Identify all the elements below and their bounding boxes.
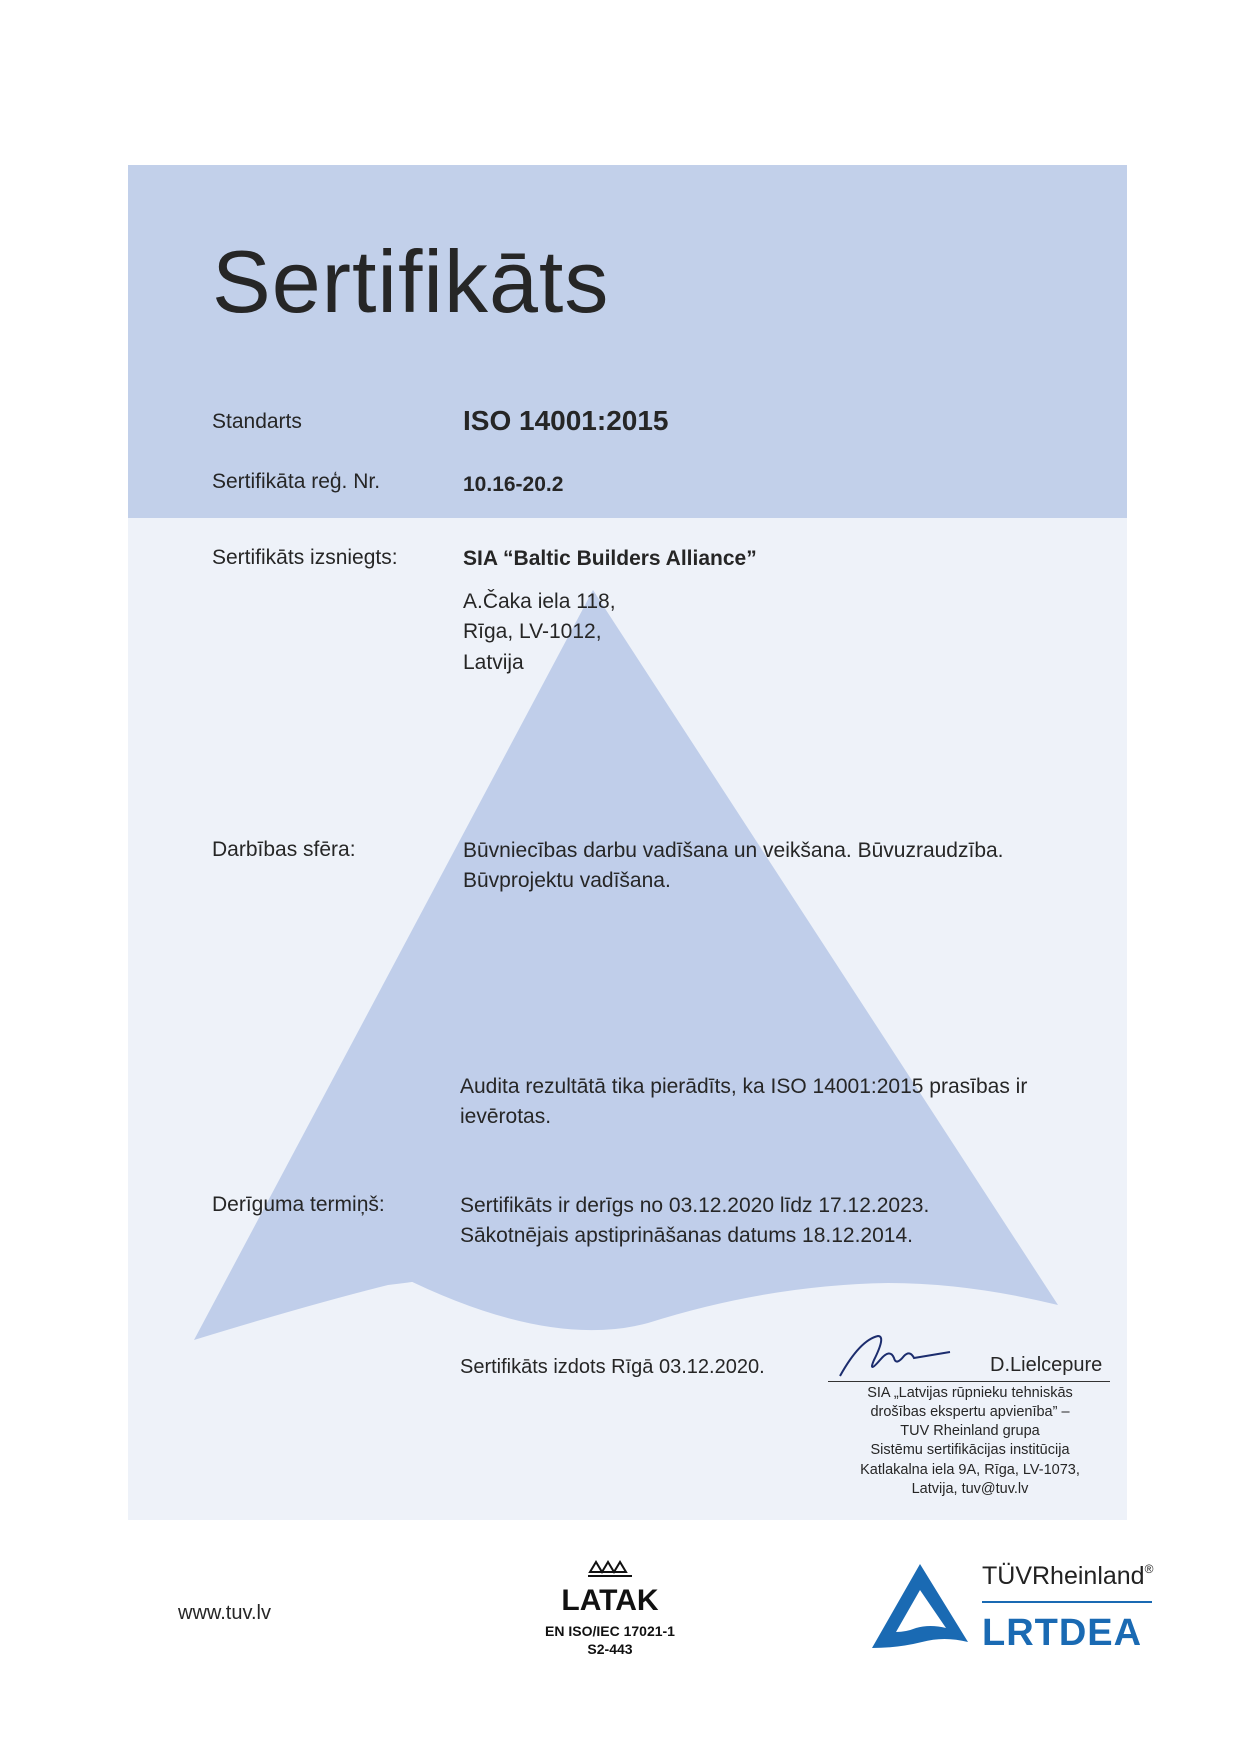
validity-text	[460, 1191, 929, 1252]
issued-to-label: Sertifikāts izsniegts:	[212, 546, 398, 569]
tuv-triangle-logo-icon	[868, 1560, 972, 1654]
issuer-line: Sistēmu sertifikācijas institūcija	[870, 1442, 1070, 1459]
validity-line: Sākotnējais apstiprināšanas datums 18.12.2014.	[460, 1224, 913, 1248]
standard-label: Standarts	[212, 410, 302, 433]
scope-line: Būvniecības darbu vadīšana un veikšana. Būvuzraudzība.	[463, 839, 1004, 862]
issuer-line: TUV Rheinland grupa	[900, 1423, 1040, 1440]
scope-text	[463, 836, 1004, 897]
standard-value: ISO 14001:2015	[463, 405, 669, 436]
issuer-organization	[820, 1384, 1120, 1499]
issuer-line: SIA „Latvijas rūpnieku tehniskās	[867, 1385, 1073, 1401]
certificate-title: Sertifikāts	[212, 232, 610, 331]
reg-number-label: Sertifikāta reģ. Nr.	[212, 470, 381, 493]
latak-logo-text: LATAK	[561, 1584, 659, 1617]
accreditation-line: EN ISO/IEC 17021-1	[545, 1623, 675, 1639]
issued-place-date: Sertifikāts izdots Rīgā 03.12.2020.	[460, 1356, 765, 1378]
scope-label: Darbības sfēra:	[212, 838, 356, 861]
address-line: Latvija	[463, 650, 524, 674]
registered-mark: ®	[1144, 1562, 1154, 1576]
validity-line: Sertifikāts ir derīgs no 03.12.2020 līdz 17.12.2023.	[460, 1194, 930, 1217]
brand-text: TÜVRheinland	[982, 1562, 1145, 1590]
tuv-brand-name	[982, 1562, 1153, 1591]
company-address	[463, 587, 616, 678]
issuer-line: drošības ekspertu apvienība” –	[870, 1404, 1070, 1421]
audit-line: Audita rezultātā tika pierādīts, ka ISO 14001:2015 prasības ir	[460, 1075, 1028, 1098]
scope-line: Būvprojektu vadīšana.	[463, 869, 671, 893]
address-line: Rīga, LV-1012,	[463, 620, 602, 644]
accreditation-info	[520, 1622, 700, 1658]
validity-label: Derīguma termiņš:	[212, 1193, 385, 1216]
brand-subtitle: LRTDEA	[982, 1612, 1143, 1654]
signature-icon	[820, 1330, 970, 1380]
website-link[interactable]: www.tuv.lv	[178, 1602, 271, 1624]
audit-statement	[460, 1072, 1027, 1133]
latak-logo-icon	[560, 1554, 660, 1620]
signature-line	[828, 1381, 1110, 1382]
brand-divider	[982, 1601, 1152, 1603]
accreditation-line: S2-443	[587, 1641, 633, 1658]
signer-name: D.Lielcepure	[990, 1354, 1103, 1376]
audit-line: ievērotas.	[460, 1105, 552, 1129]
issuer-line: Latvija, tuv@tuv.lv	[911, 1480, 1029, 1497]
address-line: A.Čaka iela 118,	[463, 590, 616, 613]
issuer-line: Katlakalna iela 9A, Rīga, LV-1073,	[860, 1461, 1080, 1478]
reg-number-value: 10.16-20.2	[463, 473, 564, 496]
company-name: SIA “Baltic Builders Alliance”	[463, 547, 757, 570]
